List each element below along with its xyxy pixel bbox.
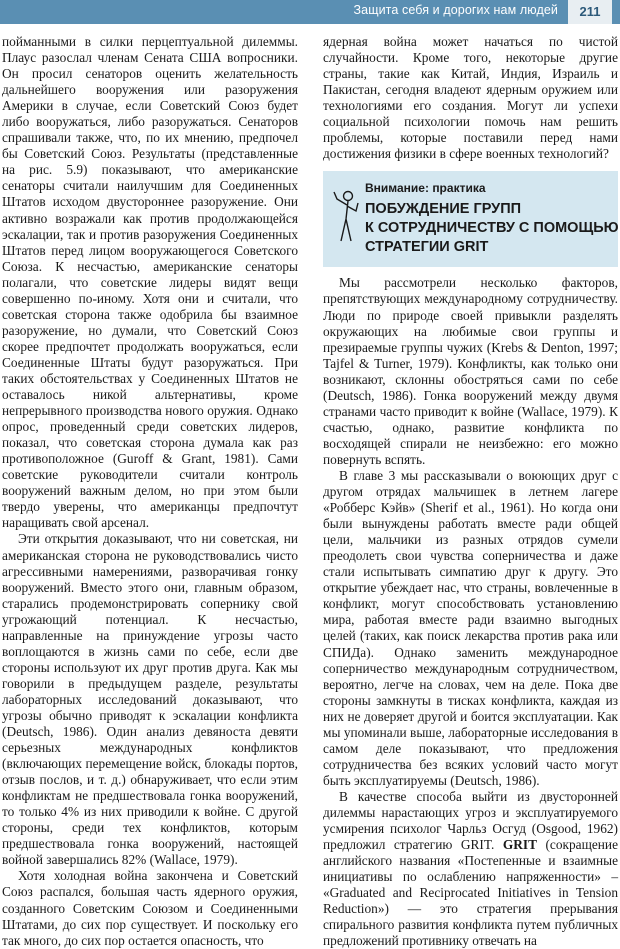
sidebar-heading-line: СТРАТЕГИИ GRIT [365,239,489,256]
practice-sidebar-box [323,171,618,267]
grit-term: GRIT [502,837,537,853]
left-column [2,34,298,949]
page-number: 211 [568,0,612,24]
sidebar-heading-line: ПОБУЖДЕНИЕ ГРУПП [365,201,522,218]
text-run: В качестве способа выйти из двусторонней дилеммы нарастающих угроз и эксплуатируемого усмирения психолог Чарльз Осгуд (Osgood, 1962) предложил стратегию GRIT. [323,788,618,853]
sidebar-heading-line: К СОТРУДНИЧЕСТВУ С ПОМОЩЬЮ [365,220,619,237]
paragraph: В главе 3 мы рассказывали о воюющих друг с другом отрядах мальчишек в летнем лагере «Робберс Кэйв» (Sherif et al., 1961). Но когда они были вынуждены работать вместе ради общей цели, мальчики из разных отрядов сумели преодолеть свои чувства соперничества и даже стали испытывать симпатию друг к другу. Это открытие убеждает нас, что страны, вовлеченные в конфликт, могут способствовать установлению мира, работая вместе ради взаимно выгодных целей (таких, как поиск лекарства против рака или СПИДа). Однако заменить международное соперничество международным сотрудничеством, вероятно, легче на словах, чем на деле. Пока две стороны замкнуты в тисках конфликта, каждая из них не доверяет другой и боится эксплуатации. Как мы упоминали выше, лабораторные исследования в самом деле показывают, что предложения сотрудничества без всяких условий часто могут быть эксплуатируемы (Deutsch, 1986). [323,467,618,788]
paragraph: Эти открытия доказывают, что ни советская, ни американская сторона не руководствовались чисто агрессивными намерениями, разворачивая гонку вооружений. Вместо этого они, главным образом, старались продемонстрировать сопернику свой угрожающий потенциал. К несчастью, направленные на принуждение угрозы часто воплощаются в жизнь сами по себе, если две стороны используют их друг против друга. Как мы говорили в предыдущем разделе, результаты лабораторных исследований доказывают, что угрозы обычно приводят к эскалации конфликта (Deutsch, 1986). Один анализ девяноста девяти серьезных международных конфликтов (включающих перемещение войск, блокады портов, отзыв послов, и т. д.) обнаруживает, что если этим конфликтам не предшествовала гонка вооружений, то только 4% из них приводили к войне. С другой стороны, среди тех конфликтов, которым предшествовала гонка вооружений, настоящей войной завершались 82% (Wallace, 1979). [2,531,298,868]
text-run: (сокращение английского названия «Постепенные и взаимные инициативы по ослаблению напряженности» – «Graduated and Reciprocated Initiatives in Tension Reduction») — это стратегия прерывания спирального развития конфликта путем публичных предложений противнику отвечать на [323,837,618,949]
paragraph: Мы рассмотрели несколько факторов, препятствующих международному сотрудничеству. Люди по природе своей привыкли разделять окружающих на любимые свои группы и презираемые группы чужих (Krebs & Denton, 1997; Tajfel & Turner, 1979). Конфликты, как только они возникают, склонны обостряться сами по себе (Deutsch, 1986). Гонка вооружений между двумя странами часто приводит к войне (Wallace, 1979). К счастью, однако, развитие конфликта по восходящей спирали не неизбежно: его можно повернуть вспять. [323,275,618,467]
sidebar-label: Внимание: практика [365,181,486,196]
header-band [0,0,620,24]
paragraph: ядерная война может начаться по чистой случайности. Кроме того, некоторые другие страны, такие как Китай, Индия, Израиль и Пакистан, сегодня владеют ядерным оружием или технологиями его создания. Могут ли успехи социальной психологии помочь нам решить проблемы, которые поставили перед нами достижения физики в сфере военных технологий? [323,34,618,162]
running-title: Защита себя и дорогих нам людей [353,3,558,17]
paragraph [323,789,618,949]
paragraph: пойманными в силки перцептуальной дилеммы. Плаус разослал членам Сената США вопросники. Он просил сенаторов оценить желательность дальнейшего вооружения или разоружения Америки в случае, если Советский Союз будет либо вооружаться, либо разоружаться. Сенаторов спрашивали также, что, по их мнению, предпочел бы Советский Союз. Результаты (представленные на рис. 5.9) показывают, что американские сенаторы считали наилучшим для Соединенных Штатов исходом двустороннее разоружение. Они активно возражали как против продолжающейся эскалации, так и против разоружения Соединенных Штатов перед лицом вооружающегося Советского Союза. К несчастью, американские сенаторы полагали, что советские лидеры видят вещи совершенно по-иному. Хотя они и считали, что советская сторона также одобрила бы взаимное разоружение, но думали, что Советский Союз скорее предпочтет продолжать вооружаться, если Соединенные Штаты будут разоружаться. При таких обстоятельствах у Соединенных Штатов не оставалось никой альтернативы, кроме непрерывного производства нового оружия. Однако опрос, проведенный среди советских лидеров, показал, что советская сторона думала как раз противоположное (Guroff & Grant, 1981). Сами советские руководители считали контроль вооружений важным делом, но при этом были твердо уверены, что американцы предпочтут наращивать свой арсенал. [2,34,298,531]
gesturing-figure-icon [331,189,361,243]
right-column [323,34,618,949]
sidebar-heading [365,200,619,257]
paragraph: Хотя холодная война закончена и Советский Союз распался, большая часть ядерного оружия, созданного Советским Союзом и Соединенными Штатами, до сих пор существует. И поскольку его так много, до сих пор остается опасность, что [2,868,298,948]
